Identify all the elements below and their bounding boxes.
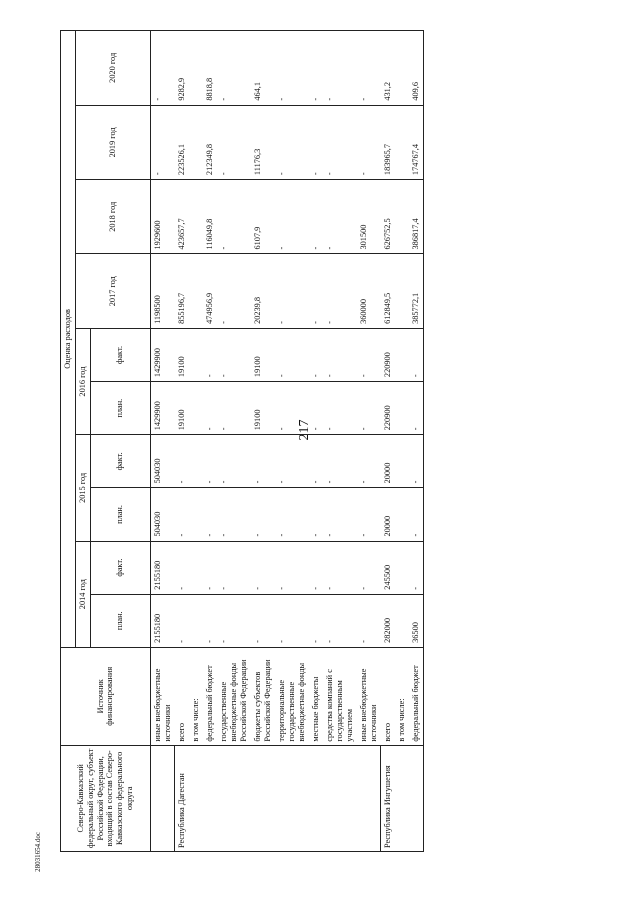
value-cell: - (251, 594, 275, 647)
value-cell (395, 488, 409, 541)
value-cell: - (251, 435, 275, 488)
rotated-table-area (60, 30, 615, 852)
value-cell: - (409, 435, 423, 488)
header-fact-2015: факт. (90, 435, 150, 488)
value-cell: 36500 (409, 594, 423, 647)
value-cell: 2155180 (150, 594, 174, 647)
header-region: Северо-Кавказский федеральный округ, субъект Российской Федерации, входящий в состав Северо-Кавказского федерального округа (61, 745, 151, 851)
value-cell (189, 105, 203, 179)
value-cell: - (217, 541, 251, 594)
value-cell: - (175, 488, 189, 541)
value-cell: - (175, 541, 189, 594)
source-cell: в том числе: (395, 647, 409, 745)
value-cell: - (309, 254, 323, 328)
table-row (357, 31, 381, 852)
region-cell (251, 745, 275, 851)
value-cell: 2155180 (150, 541, 174, 594)
value-cell: 245500 (381, 541, 395, 594)
table-wrapper (60, 30, 615, 852)
value-cell: - (323, 488, 357, 541)
value-cell: - (309, 180, 323, 254)
value-cell: 9282,9 (175, 31, 189, 106)
value-cell: - (309, 105, 323, 179)
value-cell (189, 541, 203, 594)
footer-doc-code: 28031654.doc (34, 832, 42, 872)
value-cell: - (217, 254, 251, 328)
source-cell: средства компаний с государственным участием (323, 647, 357, 745)
table-row (150, 31, 174, 852)
value-cell: 504030 (150, 488, 174, 541)
region-cell (395, 745, 409, 851)
value-cell: - (251, 488, 275, 541)
value-cell (189, 31, 203, 106)
value-cell: 183965,7 (381, 105, 395, 179)
value-cell: - (203, 541, 217, 594)
value-cell: 431,2 (381, 31, 395, 106)
value-cell (395, 105, 409, 179)
value-cell: - (275, 328, 309, 381)
value-cell: - (217, 328, 251, 381)
value-cell: 19100 (175, 328, 189, 381)
value-cell: 386817,4 (409, 180, 423, 254)
value-cell: - (275, 541, 309, 594)
value-cell: 1929600 (150, 180, 174, 254)
region-cell (150, 745, 174, 851)
value-cell (189, 328, 203, 381)
region-cell: Республика Ингушетия (381, 745, 395, 851)
value-cell: 409,6 (409, 31, 423, 106)
value-cell: - (217, 488, 251, 541)
source-cell: федеральный бюджет (409, 647, 423, 745)
source-cell: иные внебюджетные источники (150, 647, 174, 745)
value-cell: 212349,8 (203, 105, 217, 179)
value-cell: 116049,8 (203, 180, 217, 254)
header-plan-2015: план. (90, 488, 150, 541)
value-cell: - (323, 328, 357, 381)
header-fact-2014: факт. (90, 541, 150, 594)
source-cell: государственные внебюджетные фонды Российской Федерации (217, 647, 251, 745)
value-cell: - (251, 541, 275, 594)
header-plan-2016: план. (90, 382, 150, 435)
value-cell (189, 382, 203, 435)
header-year-2020: 2020 год (75, 31, 150, 106)
region-cell (309, 745, 323, 851)
value-cell: - (357, 328, 381, 381)
value-cell: - (323, 594, 357, 647)
source-cell: всего (175, 647, 189, 745)
table-row (323, 31, 357, 852)
value-cell: 464,1 (251, 31, 275, 106)
header-year-2015: 2015 год (75, 435, 90, 541)
value-cell: - (323, 105, 357, 179)
value-cell: - (275, 488, 309, 541)
value-cell: - (357, 382, 381, 435)
value-cell: - (203, 382, 217, 435)
value-cell: 1198500 (150, 254, 174, 328)
table-row (381, 31, 395, 852)
value-cell (189, 180, 203, 254)
header-year-2016: 2016 год (75, 328, 90, 434)
value-cell: 626752,5 (381, 180, 395, 254)
region-cell (217, 745, 251, 851)
region-cell (189, 745, 203, 851)
source-cell: бюджеты субъектов Российской Федерации (251, 647, 275, 745)
table-row (275, 31, 309, 852)
value-cell (189, 435, 203, 488)
value-cell: - (150, 105, 174, 179)
region-cell: Республика Дагестан (175, 745, 189, 851)
header-fact-2016: факт. (90, 328, 150, 381)
value-cell: - (203, 328, 217, 381)
value-cell: - (357, 541, 381, 594)
value-cell (189, 594, 203, 647)
value-cell: - (309, 541, 323, 594)
value-cell: - (203, 594, 217, 647)
value-cell: - (323, 180, 357, 254)
value-cell: - (275, 180, 309, 254)
value-cell (395, 328, 409, 381)
value-cell: - (409, 488, 423, 541)
value-cell: - (275, 31, 309, 106)
value-cell: 220900 (381, 382, 395, 435)
value-cell: - (323, 31, 357, 106)
value-cell (395, 31, 409, 106)
value-cell: - (357, 105, 381, 179)
value-cell: 223526,1 (175, 105, 189, 179)
value-cell: 855196,7 (175, 254, 189, 328)
value-cell: 1429900 (150, 328, 174, 381)
value-cell: - (217, 31, 251, 106)
table-row (409, 31, 423, 852)
value-cell: 6107,9 (251, 180, 275, 254)
source-cell: всего (381, 647, 395, 745)
header-year-2017: 2017 год (75, 254, 150, 328)
table-row (203, 31, 217, 852)
source-cell: в том числе: (189, 647, 203, 745)
region-cell (323, 745, 357, 851)
value-cell: - (217, 105, 251, 179)
value-cell (395, 594, 409, 647)
source-cell: местные бюджеты (309, 647, 323, 745)
header-plan-2014: план. (90, 594, 150, 647)
value-cell: - (203, 488, 217, 541)
value-cell: - (175, 435, 189, 488)
value-cell (395, 435, 409, 488)
value-cell: 174767,4 (409, 105, 423, 179)
value-cell: - (323, 382, 357, 435)
page-number: 217 (297, 419, 312, 441)
table-row (189, 31, 203, 852)
value-cell: 504030 (150, 435, 174, 488)
value-cell: 19100 (175, 382, 189, 435)
value-cell: 474956,9 (203, 254, 217, 328)
value-cell (189, 254, 203, 328)
value-cell: - (203, 435, 217, 488)
value-cell: 360000 (357, 254, 381, 328)
region-cell (203, 745, 217, 851)
value-cell: - (309, 435, 323, 488)
value-cell: 20000 (381, 435, 395, 488)
value-cell: - (357, 594, 381, 647)
value-cell: - (175, 594, 189, 647)
value-cell: 1429900 (150, 382, 174, 435)
table-row (175, 31, 189, 852)
value-cell: - (217, 435, 251, 488)
value-cell: - (217, 382, 251, 435)
value-cell: - (409, 328, 423, 381)
value-cell: 20000 (381, 488, 395, 541)
expense-table (60, 30, 424, 852)
value-cell: 220900 (381, 328, 395, 381)
value-cell: - (275, 105, 309, 179)
value-cell: 301500 (357, 180, 381, 254)
value-cell: - (323, 435, 357, 488)
value-cell: - (275, 382, 309, 435)
value-cell: - (309, 594, 323, 647)
value-cell: - (323, 541, 357, 594)
header-year-2018: 2018 год (75, 180, 150, 254)
value-cell: 612849,5 (381, 254, 395, 328)
value-cell: 282000 (381, 594, 395, 647)
value-cell: - (357, 488, 381, 541)
table-row (309, 31, 323, 852)
region-cell (275, 745, 309, 851)
value-cell: 423657,7 (175, 180, 189, 254)
value-cell (189, 488, 203, 541)
value-cell: - (323, 254, 357, 328)
value-cell: - (309, 382, 323, 435)
value-cell: - (217, 180, 251, 254)
value-cell: - (275, 254, 309, 328)
region-cell (409, 745, 423, 851)
table-row (251, 31, 275, 852)
table-row (395, 31, 409, 852)
value-cell: - (409, 541, 423, 594)
value-cell: - (275, 594, 309, 647)
header-source: Источник финансирования (61, 647, 151, 745)
value-cell: - (150, 31, 174, 106)
source-cell: территориальные государственные внебюджетные фонды (275, 647, 309, 745)
table-row (217, 31, 251, 852)
value-cell: - (357, 435, 381, 488)
value-cell: 19100 (251, 382, 275, 435)
source-cell: федеральный бюджет (203, 647, 217, 745)
region-cell (357, 745, 381, 851)
value-cell: - (309, 31, 323, 106)
value-cell: 20239,8 (251, 254, 275, 328)
value-cell: - (409, 382, 423, 435)
value-cell: - (357, 31, 381, 106)
value-cell (395, 254, 409, 328)
value-cell (395, 382, 409, 435)
value-cell: 19100 (251, 328, 275, 381)
value-cell: 385772,1 (409, 254, 423, 328)
value-cell: - (309, 328, 323, 381)
value-cell (395, 541, 409, 594)
value-cell: 8818,8 (203, 31, 217, 106)
header-year-2019: 2019 год (75, 105, 150, 179)
value-cell (395, 180, 409, 254)
value-cell: - (309, 488, 323, 541)
value-cell: 11176,3 (251, 105, 275, 179)
header-estimate: Оценка расходов (61, 31, 76, 648)
header-year-2014: 2014 год (75, 541, 90, 647)
source-cell: иные внебюджетные источники (357, 647, 381, 745)
value-cell: - (275, 435, 309, 488)
value-cell: - (217, 594, 251, 647)
